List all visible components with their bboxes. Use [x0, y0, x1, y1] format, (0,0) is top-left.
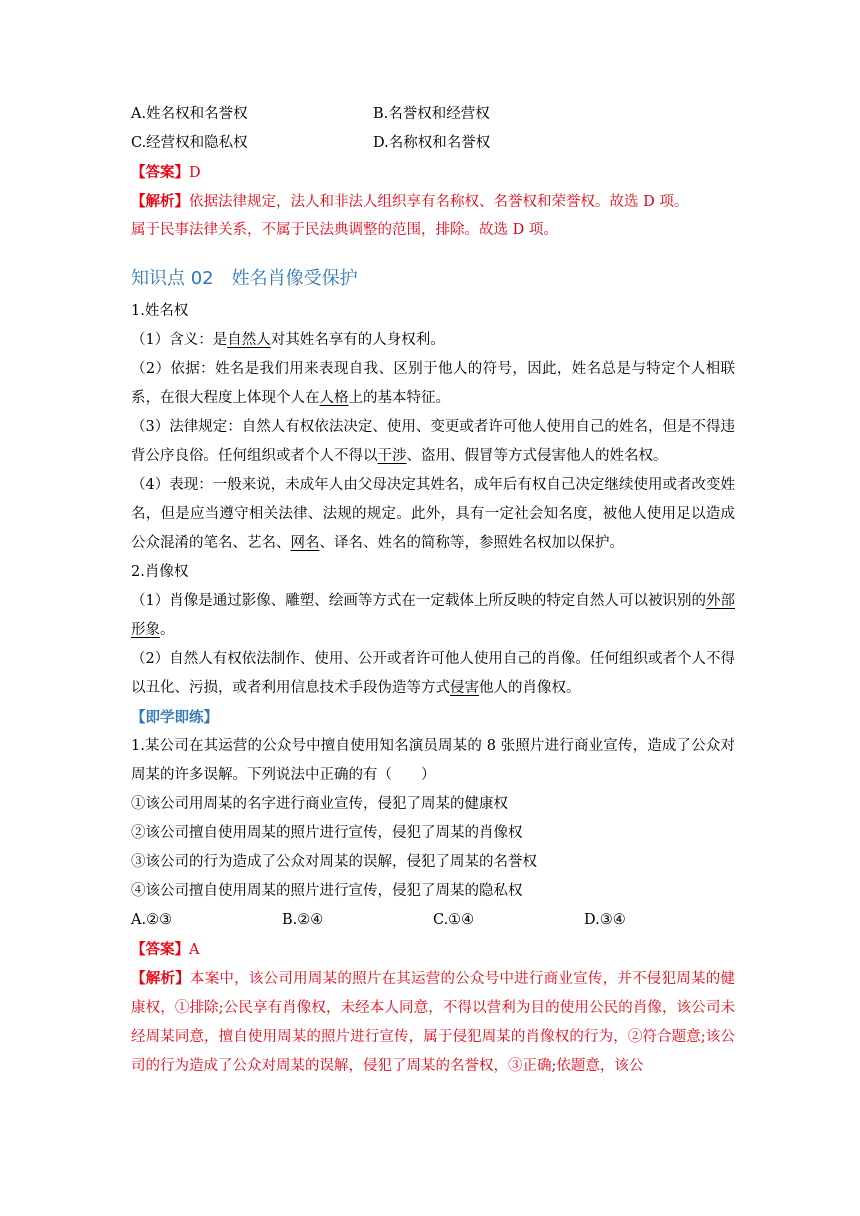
underlined-term: 干涉	[377, 448, 407, 464]
practice-option-d: D.③④	[584, 912, 626, 928]
section-title: 姓名肖像受保护	[231, 268, 358, 289]
answer-line	[131, 158, 735, 187]
name-right-p4	[131, 471, 735, 558]
text-segment: 、译名、姓名的简称等，参照姓名权加以保护。	[319, 535, 624, 551]
practice-answer-line	[131, 935, 735, 964]
option-d: D.名称权和名誉权	[373, 135, 491, 151]
page-content	[131, 100, 735, 1081]
section-heading	[131, 262, 735, 296]
practice-option-a: A.②③	[131, 912, 173, 928]
underlined-term: 人格	[319, 390, 349, 406]
portrait-right-p2	[131, 645, 735, 703]
practice-analysis	[131, 964, 735, 1081]
practice-options	[131, 906, 735, 935]
underlined-term: 网名	[290, 535, 320, 551]
underlined-term: 自然人	[227, 332, 271, 348]
analysis-text-1: 依据法律规定，法人和非法人组织享有名称权、名誉权和荣誉权。故选 D 项。	[189, 194, 689, 210]
option-b: B.名誉权和经营权	[373, 106, 490, 122]
answer-label: 【答案】	[131, 164, 189, 181]
text-segment: （1）肖像是通过影像、雕塑、绘画等方式在一定载体上所反映的特定自然人可以被识别的	[131, 593, 706, 609]
text-segment: 。	[160, 622, 175, 638]
practice-option-b: B.②④	[282, 912, 324, 928]
analysis-label: 【解析】	[131, 193, 189, 210]
statement-1: ①该公司用周某的名字进行商业宣传，侵犯了周某的健康权	[131, 796, 508, 812]
name-right-p2	[131, 355, 735, 413]
practice-analysis-text: 本案中，该公司用周某的照片在其运营的公众号中进行商业宣传，并不侵犯周某的健康权，①排除;公民享有肖像权，未经本人同意，不得以营利为目的使用公民的肖像，该公司未经周某同意，擅自使用周某的照片进行宣传，属于侵犯周某的肖像权的行为，②符合题意;该公司的行为造成了公众对周某的误解，侵犯了周某的名誉权，③正确;依题意，该公	[131, 971, 735, 1074]
name-right-p1	[131, 326, 735, 355]
statement-2: ②该公司擅自使用周某的照片进行宣传，侵犯了周某的肖像权	[131, 825, 523, 841]
practice-option-c: C.①④	[433, 912, 475, 928]
underlined-term: 外部形象	[131, 593, 735, 638]
text-segment: 他人的肖像权。	[479, 680, 581, 696]
portrait-right-heading: 2.肖像权	[131, 564, 189, 580]
name-right-heading: 1.姓名权	[131, 303, 189, 319]
options-row-1	[131, 100, 735, 129]
text-segment: （2）依据：姓名是我们用来表现自我、区别于他人的符号，因此，姓名总是与特定个人相联系，在很大程度上体现个人在	[131, 361, 735, 406]
practice-question: 1.某公司在其运营的公众号中擅自使用知名演员周某的 8 张照片进行商业宣传，造成了公众对周某的许多误解。下列说法中正确的有（ ）	[131, 738, 735, 783]
practice-analysis-label: 【解析】	[131, 970, 190, 987]
name-right-p3	[131, 413, 735, 471]
underlined-term: 侵害	[450, 680, 479, 696]
portrait-right-p1	[131, 587, 735, 645]
text-segment: （2）自然人有权依法制作、使用、公开或者许可他人使用自己的肖像。任何组织或者个人不得以丑化、污损，或者利用信息技术手段伪造等方式	[131, 651, 735, 696]
option-c: C.经营权和隐私权	[131, 135, 248, 151]
answer-value: D	[189, 165, 201, 181]
practice-answer-label: 【答案】	[131, 941, 189, 958]
text-segment: （3）法律规定：自然人有权依法决定、使用、变更或者许可他人使用自己的姓名，但是不得违背公序良俗。任何组织或者个人不得以	[131, 419, 735, 464]
text-segment: （4）表现：一般来说，未成年人由父母决定其姓名，成年后有权自己决定继续使用或者改变姓名，但是应当遵守相关法律、法规的规定。此外，具有一定社会知名度，被他人使用足以造成公众混淆的笔名、艺名、	[131, 477, 735, 551]
option-a: A.姓名权和名誉权	[131, 106, 248, 122]
statement-4: ④该公司擅自使用周某的照片进行宣传，侵犯了周某的隐私权	[131, 883, 523, 899]
section-number: 知识点 02	[131, 268, 214, 289]
text-segment: 、盗用、假冒等方式侵害他人的姓名权。	[406, 448, 668, 464]
practice-answer-value: A	[189, 942, 200, 958]
analysis-line-2: 属于民事法律关系，不属于民法典调整的范围，排除。故选 D 项。	[131, 222, 558, 238]
analysis-line-1	[131, 187, 735, 216]
practice-label: 【即学即练】	[131, 709, 218, 726]
statement-3: ③该公司的行为造成了公众对周某的误解，侵犯了周某的名誉权	[131, 854, 537, 870]
text-segment: 对其姓名享有的人身权利。	[270, 332, 445, 348]
options-row-2	[131, 129, 735, 158]
text-segment: 上的基本特征。	[348, 390, 450, 406]
text-segment: （1）含义：是	[131, 332, 228, 348]
